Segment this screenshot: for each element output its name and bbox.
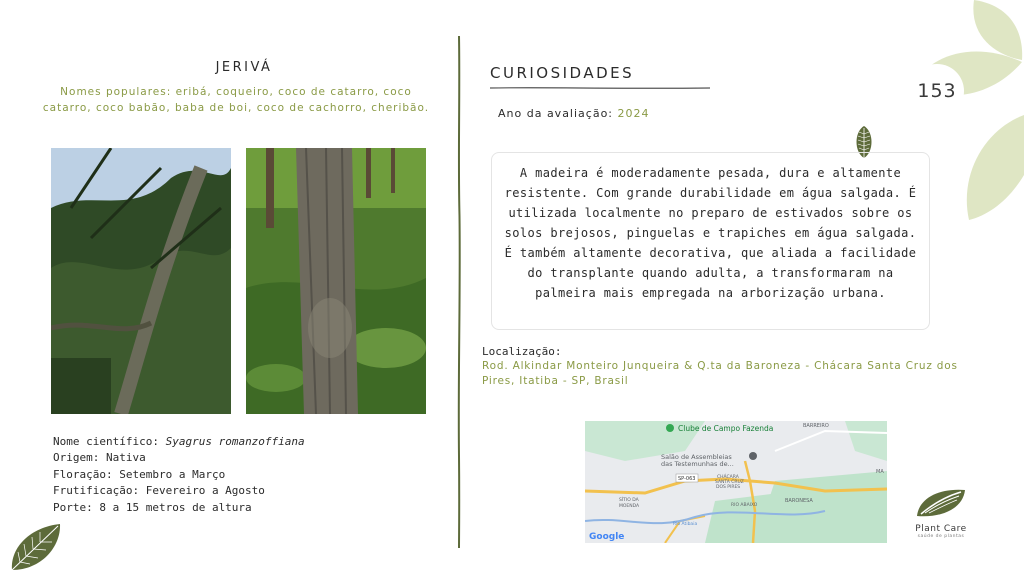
map-label-hall-1: Salão de Assembleias <box>661 453 732 461</box>
column-divider <box>454 36 464 548</box>
logo-name: Plant Care <box>915 524 967 534</box>
scientific-name-value: Syagrus romanzoffiana <box>165 435 305 448</box>
scientific-name: Nome científico: Syagrus romanzoffiana <box>53 435 305 448</box>
palm-trunk-photo <box>246 148 426 414</box>
decorative-leaf-icon <box>6 522 64 574</box>
map-label-baronesa: BARONESA <box>785 498 813 504</box>
plant-care-logo <box>906 486 976 546</box>
map-label-sitio-1: SÍTIO DA <box>619 498 639 503</box>
google-logo: Google <box>589 532 625 542</box>
logo-tagline: saúde de plantas <box>917 534 965 539</box>
plant-care-leaf-icon <box>913 486 969 520</box>
map-label-rio-abaixo: RIO ABAIXO <box>731 503 758 508</box>
map-label-sitio-2: MOENDA <box>619 504 640 509</box>
fruiting: Frutificação: Fevereiro a Agosto <box>53 484 265 498</box>
plant-title: JERIVÁ <box>215 60 273 75</box>
curiosities-box <box>491 152 930 330</box>
origin: Origem: Nativa <box>53 451 146 465</box>
location-map[interactable] <box>585 421 887 543</box>
map-label-river: Rio Atibaia <box>673 522 698 527</box>
evaluation-year-value: 2024 <box>617 107 650 120</box>
map-label-chacara-1: CHÁCARA <box>717 475 739 480</box>
location-address: Rod. Alkindar Monteiro Junqueira & Q.ta da Baroneza - Chácara Santa Cruz dos Pires, Itatiba - SP, Brasil <box>482 360 958 387</box>
map-label-barreiro: BARREIRO <box>803 423 829 429</box>
plant-facts <box>53 434 433 516</box>
map-label-road: SP-063 <box>678 476 696 482</box>
map-label-chacara-3: DOS PIRES <box>716 485 741 490</box>
map-label-edge: MA <box>876 469 884 475</box>
popular-names: Nomes populares: eribá, coqueiro, coco de catarro, coco catarro, coco babão, baba de boi, coco de cachorro, cheribão. <box>42 86 430 114</box>
curiosities-text: A madeira é moderadamente pesada, dura e altamente resistente. Com grande durabilidade em água salgada. É utilizada localmente no preparo de estivados sobre os solos brejosos, pinguelas e trapiches em água salgada. É também altamente decorativa, que aliada a facilidade do transplante quando adulta, a transformaram na palmeira mais empregada na arborização urbana. <box>504 166 917 300</box>
page-number: 153 <box>917 80 957 102</box>
map-label-club: Clube de Campo Fazenda <box>678 424 774 433</box>
curiosities-heading: CURIOSIDADES <box>490 64 635 82</box>
page-number-badge <box>910 64 964 118</box>
club-pin-icon[interactable] <box>666 424 674 432</box>
size: Porte: 8 a 15 metros de altura <box>53 500 252 514</box>
flowering: Floração: Setembro a Março <box>53 467 226 481</box>
palm-canopy-photo <box>51 148 231 414</box>
map-label-hall-2: das Testemunhas de... <box>661 460 734 468</box>
evaluation-year: Ano da avaliação: 2024 <box>498 107 650 120</box>
hall-pin-icon[interactable] <box>749 452 757 460</box>
map-label-chacara-2: SANTA CRUZ <box>715 480 744 485</box>
heading-underline <box>490 86 710 90</box>
location-label: Localização: <box>482 345 562 358</box>
